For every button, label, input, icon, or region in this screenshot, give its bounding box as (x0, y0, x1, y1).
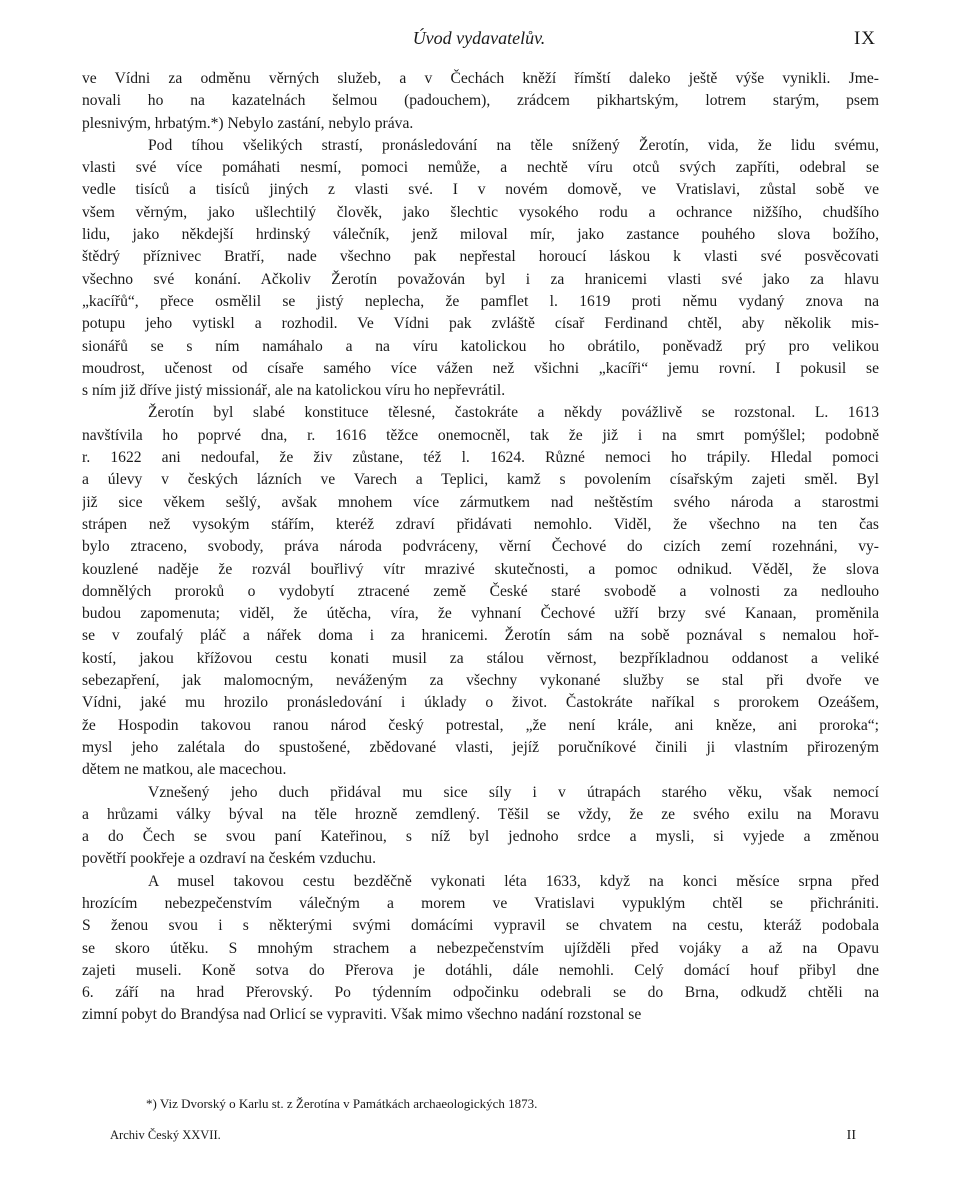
text-line: A musel takovou cestu bezděčně vykonati léta 1633, když na konci měsíce srpna před (148, 872, 879, 890)
text-line: sionářů se s ním namáhalo a na víru katolickou ho obrátilo, poněvadž prý pro velikou (82, 337, 879, 355)
text-line: potupu jeho vytiskl a rozhodil. Ve Vídni pak zvláště císař Ferdinand chtěl, aby několik mis- (82, 315, 879, 333)
text-line: se v zoufalý pláč a nářek doma i za hranicemi. Žerotín sám na sobě poznával s nemalou hoř- (82, 627, 879, 645)
text-line: strápen než vysokým stářím, kteréž zdraví přidávati nemohlo. Viděl, že všechno na ten čas (82, 515, 879, 533)
page-header (82, 28, 876, 54)
text-line: již sice věkem sešlý, avšak mnohem více zármutkem nad neštěstím svého národa a starostmi (82, 493, 879, 511)
printer-signature (110, 1128, 856, 1148)
running-title: Úvod vydavatelův. (412, 28, 546, 48)
text-line: a úlevy v českých lázních ve Varech a Teplici, kamž s povolením císařským zajeti směl. Byl (82, 471, 879, 489)
text-line: všechno své konání. Ačkoliv Žerotín považován byl i za hranicemi vlasti své jako za hlavu (82, 270, 879, 288)
text-line: moudrost, učenost od císaře samého více vážen než všichni „kacíři“ jemu rovní. I pokusil se (82, 359, 879, 377)
text-line: vlasti své více pomáhati nesmí, pomoci nemůže, a nechtě víru otců svých zapříti, odebral se (82, 159, 879, 177)
text-line: mysl jeho zalétala do spustošené, zbědované vlasti, jejíž poručníkové činili ji vlastním přirozeným (82, 738, 879, 756)
text-line: 6. září na hrad Přerovský. Po týdenním odpočinku odebrali se do Brna, odkudž chtěli na (82, 984, 879, 1002)
text-line: vedle tisíců a tisíců jiných z vlasti své. I v novém domově, ve Vratislavi, zůstal sobě ve (82, 181, 879, 199)
text-line: sebezapření, jak malomocným, neváženým za všechny vykonané služby se stal při dvoře ve (82, 672, 879, 690)
text-line: štědrý příznivec Bratří, nade všechno pak nepřestal horoucí láskou k vlasti své posvěcovati (82, 248, 879, 266)
text-line: a do Čech se svou paní Kateřinou, s níž byl jednoho srdce a mysli, si vyjede a změnou (82, 828, 879, 846)
text-line: všem věrným, jako ušlechtilý člověk, jako šlechtic vysokého rodu a ochrance nižšího, chudšího (82, 203, 879, 221)
signature-volume: Archiv Český XXVII. (110, 1128, 221, 1142)
text-line: plesnivým, hrbatým.*) Nebylo zastání, nebylo práva. (82, 114, 414, 132)
text-line: lidu, jako někdejší hrdinský válečník, jenž miloval mír, jako zastance pouhého slova božího, (82, 226, 879, 244)
page-number: IX (853, 28, 876, 49)
body-text (82, 68, 879, 1027)
text-line: zajeti museli. Koně sotva do Přerova je dotáhli, dále nemohli. Celý domácí houf přibyl dne (82, 961, 879, 979)
text-line: novali ho na kazatelnách šelmou (padouchem), zrádcem pikhartským, lotrem starým, psem (82, 92, 879, 110)
text-line: Vídni, jaké mu hrozilo pronásledování i úklady o život. Častokráte naříkal s prorokem Ozeášem, (82, 694, 879, 712)
text-line: navštívila ho poprvé dna, r. 1616 těžce onemocněl, tak že již i na smrt pomýšlel; podobně (82, 426, 879, 444)
text-line: kouzlené naděje že rozvál bouřlivý vítr mrazivé skutečnosti, a pomoc odnikud. Věděl, že slova (82, 560, 879, 578)
signature-mark: II (846, 1128, 856, 1143)
footnote: *) Viz Dvorský o Karlu st. z Žerotína v Památkách archaeologických 1873. (146, 1096, 538, 1111)
text-line: povětří pookřeje a ozdraví na českém vzduchu. (82, 850, 376, 868)
text-line: dětem ne matkou, ale macechou. (82, 761, 287, 779)
text-line: „kacířů“, přece osmělil se jistý neplecha, že pamflet l. 1619 proti němu vydaný znova na (82, 292, 879, 310)
text-line: S ženou svou i s některými svými domácími vypravil se chvatem na cestu, kteráž podobala (82, 917, 879, 935)
text-line: kostí, jakou křížovou cestu konati musil za stálou věrnost, bezpříkladnou oddanost a veliké (82, 649, 879, 667)
text-line: se skoro útěku. S mnohým strachem a nebezpečenstvím ujížděli před vojáky a až na Opavu (82, 939, 879, 957)
text-line: a hrůzami války býval na těle hrozně zemdlený. Těšil se vždy, že ze svého exilu na Moravu (82, 805, 879, 823)
text-line: domnělých proroků o vydobytí ztracené země České staré svobodě a volnosti za nedlouho (82, 582, 879, 600)
text-line: ve Vídni za odměnu věrných služeb, a v Čechách kněží římští daleko ještě výše vynikli. Jme- (82, 70, 879, 87)
text-line: Žerotín byl slabé konstituce tělesné, častokráte a někdy povážlivě se rozstonal. L. 1613 (148, 404, 879, 422)
text-line: r. 1622 ani nedoufal, že živ zůstane, též l. 1624. Různé nemoci ho trápily. Hledal pomoci (82, 449, 879, 467)
text-line: Pod tíhou všelikých strastí, pronásledování na těle snížený Žerotín, vida, že lidu svému, (148, 136, 879, 154)
text-line: že Hospodin takovou ranou národ český potrestal, „že není krále, ani kněze, ani proroka“; (82, 716, 879, 734)
text-line: zimní pobyt do Brandýsa nad Orlicí se vypraviti. Však mimo všechno nadání rozstonal se (82, 1006, 642, 1024)
text-line: budou zapomenuta; viděl, že útěcha, víra, že vyhnaní Čechové užří brzy své Kanaan, proměnila (82, 605, 879, 623)
text-line: Vznešený jeho duch přidával mu sice síly i v útrapách starého věku, však nemocí (148, 783, 879, 801)
text-line: bylo ztraceno, svobody, práva národa podvráceny, věrní Čechové do cizích zemí rozehnáni, vy- (82, 538, 879, 556)
text-line: hrozícím nebezpečenstvím válečným a morem ve Vratislavi vypuklým chtěl se přichrániti. (82, 894, 879, 912)
text-line: s ním již dříve jistý missionář, ale na katolickou víru ho nepřevrátil. (82, 382, 506, 400)
